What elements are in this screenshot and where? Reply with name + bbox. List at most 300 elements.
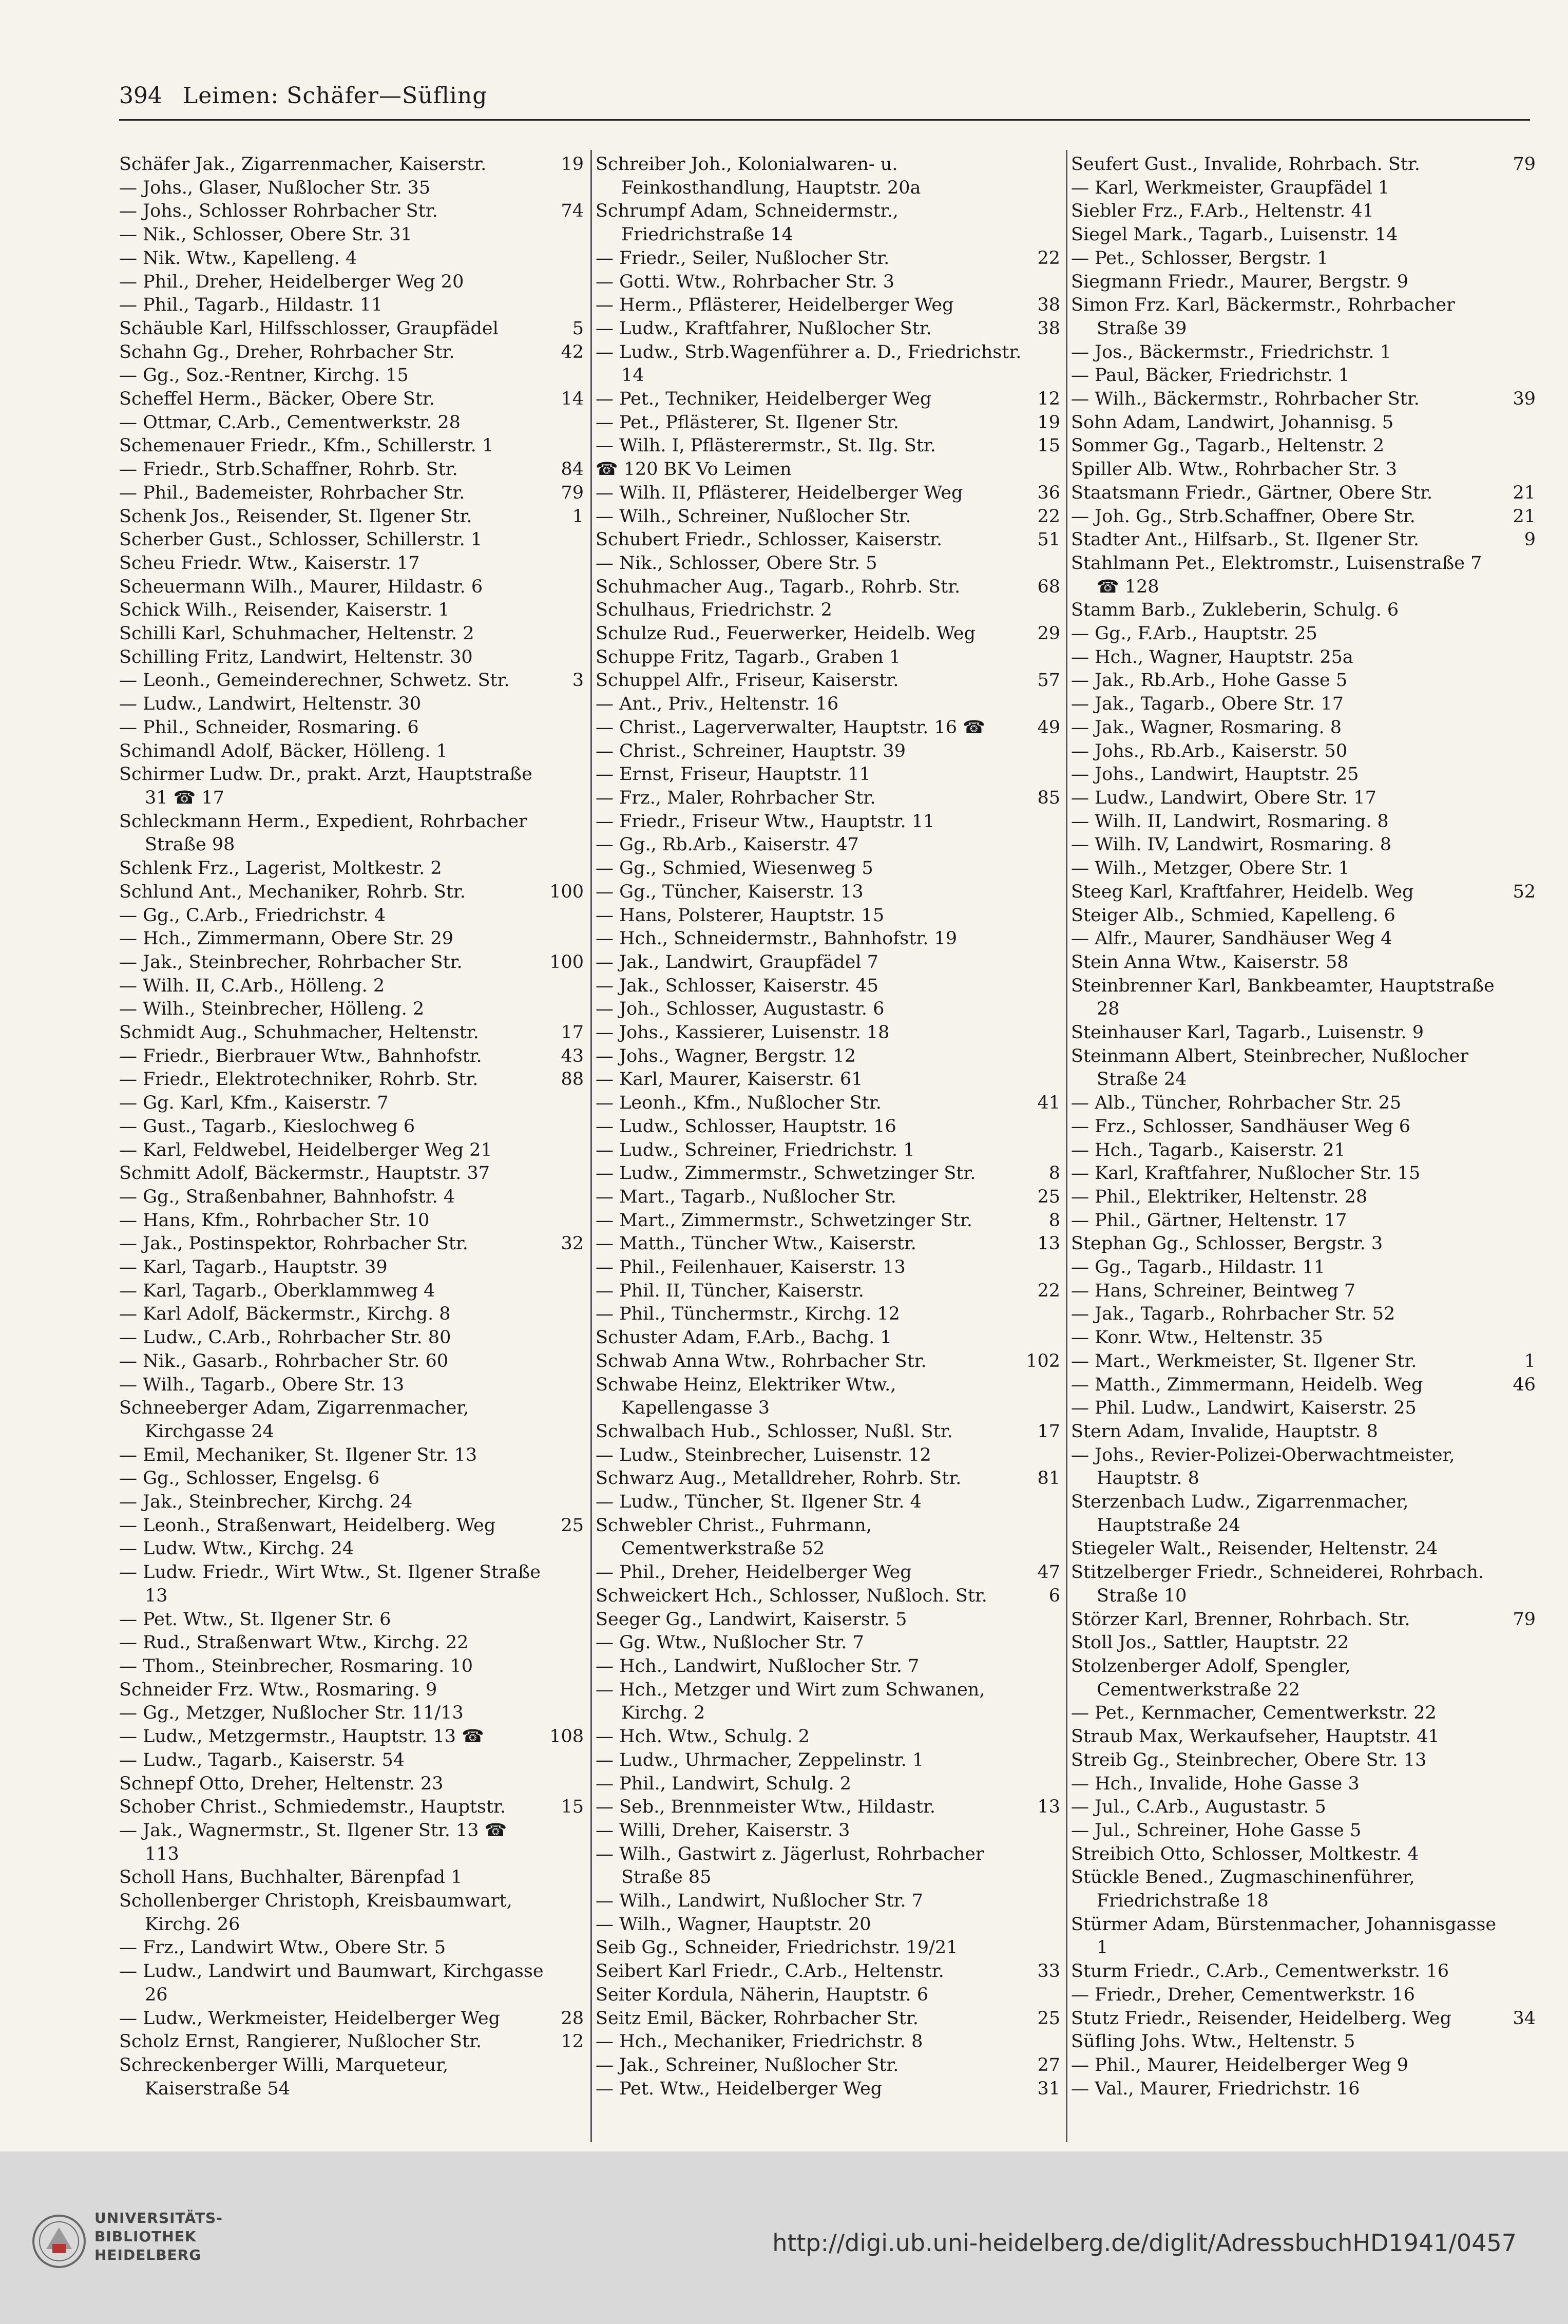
directory-entry bbox=[596, 1773, 1060, 1796]
entry-text: — Pet., Kernmacher, Cementwerkstr. 22 bbox=[1071, 1703, 1437, 1724]
directory-entry bbox=[119, 2007, 584, 2031]
entry-text: — Friedr., Bierbrauer Wtw., Bahnhofstr. bbox=[119, 1045, 482, 1066]
directory-entry bbox=[596, 622, 1060, 646]
entry-text: — Emil, Mechaniker, St. Ilgener Str. 13 bbox=[119, 1444, 477, 1465]
entry-text: — Phil., Tagarb., Hildastr. 11 bbox=[119, 295, 383, 316]
directory-entry bbox=[119, 247, 584, 271]
entry-text: — Phil., Bademeister, Rohrbacher Str. bbox=[119, 482, 465, 503]
entry-house-number: 5 bbox=[572, 318, 584, 339]
entry-text: Seib Gg., Schneider, Friedrichstr. 19/21 bbox=[596, 1937, 958, 1958]
entry-house-number: 100 bbox=[549, 881, 584, 902]
entry-text: Stürmer Adam, Bürstenmacher, Johannisgasse 1 bbox=[1071, 1914, 1497, 1958]
entry-text: Schnepf Otto, Dreher, Heltenstr. 23 bbox=[119, 1773, 444, 1794]
entry-text: — Karl, Maurer, Kaiserstr. 61 bbox=[596, 1069, 863, 1090]
directory-entry bbox=[1071, 1045, 1536, 1092]
directory-entry bbox=[1071, 599, 1536, 622]
directory-entry bbox=[119, 975, 584, 998]
entry-house-number: 13 bbox=[1037, 1233, 1060, 1254]
entry-text: Schwabe Heinz, Elektriker Wtw., Kapellengasse 3 bbox=[596, 1374, 896, 1419]
entry-text: — Mart., Zimmermstr., Schwetzinger Str. bbox=[596, 1210, 972, 1231]
entry-text: Stutz Friedr., Reisender, Heidelberg. Weg bbox=[1071, 2008, 1452, 2029]
directory-entry bbox=[1071, 1749, 1536, 1773]
entry-text: Schreiber Joh., Kolonialwaren- u. Feinkosthandlung, Hauptstr. 20a bbox=[596, 154, 921, 198]
entry-text: — Phil., Gärtner, Heltenstr. 17 bbox=[1071, 1210, 1347, 1231]
entry-text: — Ludw., Werkmeister, Heidelberger Weg bbox=[119, 2008, 501, 2029]
entry-text: Scheffel Herm., Bäcker, Obere Str. bbox=[119, 389, 435, 410]
entry-text: — Wilh., Wagner, Hauptstr. 20 bbox=[596, 1914, 871, 1935]
entry-text: — Gg., Tüncher, Kaiserstr. 13 bbox=[596, 881, 864, 902]
entry-text: Schwarz Aug., Metalldreher, Rohrb. Str. bbox=[596, 1468, 962, 1489]
entry-text: Steinhauser Karl, Tagarb., Luisenstr. 9 bbox=[1071, 1022, 1424, 1043]
entry-text: — Ludw. Wtw., Kirchg. 24 bbox=[119, 1538, 354, 1559]
directory-entry bbox=[596, 599, 1060, 622]
entry-text: — Johs., Rb.Arb., Kaiserstr. 50 bbox=[1071, 740, 1348, 761]
directory-entry bbox=[596, 951, 1060, 975]
directory-entry bbox=[596, 528, 1060, 552]
entry-text: — Phil. Ludw., Landwirt, Kaiserstr. 25 bbox=[1071, 1398, 1417, 1419]
directory-entry bbox=[119, 1397, 584, 1443]
directory-entry bbox=[596, 1420, 1060, 1444]
directory-entry bbox=[1071, 2078, 1536, 2101]
directory-entry bbox=[1071, 646, 1536, 670]
directory-entry bbox=[119, 599, 584, 622]
directory-entry bbox=[1071, 787, 1536, 810]
directory-entry bbox=[596, 927, 1060, 951]
directory-entry bbox=[119, 951, 584, 975]
entry-text: — Mart., Werkmeister, St. Ilgener Str. bbox=[1071, 1350, 1417, 1371]
entry-text: — Hch., Wagner, Hauptstr. 25a bbox=[1071, 646, 1353, 668]
entry-text: — Wilh. IV, Landwirt, Rosmaring. 8 bbox=[1071, 834, 1391, 855]
entry-house-number: 9 bbox=[1524, 529, 1536, 550]
entry-text: — Jul., C.Arb., Augustastr. 5 bbox=[1071, 1797, 1326, 1818]
entry-text: — Gg., Straßenbahner, Bahnhofstr. 4 bbox=[119, 1186, 455, 1207]
entry-text: — Phil., Dreher, Heidelberger Weg bbox=[596, 1562, 912, 1583]
entry-text: Sommer Gg., Tagarb., Heltenstr. 2 bbox=[1071, 435, 1385, 456]
entry-text: — Jak., Wagnermstr., St. Ilgener Str. 13 ☎ 113 bbox=[119, 1820, 507, 1864]
directory-entry bbox=[119, 1561, 584, 1608]
directory-entry bbox=[596, 1280, 1060, 1303]
entry-text: Streib Gg., Steinbrecher, Obere Str. 13 bbox=[1071, 1749, 1427, 1770]
entry-text: — Wilh., Tagarb., Obere Str. 13 bbox=[119, 1374, 405, 1395]
entry-text: Sturm Friedr., C.Arb., Cementwerkstr. 16 bbox=[1071, 1961, 1449, 1982]
directory-entry bbox=[1071, 1796, 1536, 1819]
directory-entry bbox=[1071, 1984, 1536, 2007]
entry-house-number: 31 bbox=[1037, 2078, 1060, 2099]
entry-text: — Willi, Dreher, Kaiserstr. 3 bbox=[596, 1820, 850, 1841]
directory-entry bbox=[119, 1866, 584, 1890]
directory-entry bbox=[596, 200, 1060, 246]
entry-text: Stephan Gg., Schlosser, Bergstr. 3 bbox=[1071, 1233, 1383, 1254]
directory-entry bbox=[119, 1444, 584, 1468]
directory-entry bbox=[596, 505, 1060, 529]
directory-entry bbox=[1071, 1773, 1536, 1796]
directory-entry bbox=[596, 1162, 1060, 1186]
directory-entry bbox=[1071, 1115, 1536, 1139]
entry-text: Schenk Jos., Reisender, St. Ilgener Str. bbox=[119, 506, 472, 527]
directory-entry bbox=[119, 998, 584, 1021]
entry-text: — Jak., Rb.Arb., Hohe Gasse 5 bbox=[1071, 670, 1348, 691]
directory-entry bbox=[596, 975, 1060, 998]
entry-text: — Ludw., Kraftfahrer, Nußlocher Str. bbox=[596, 318, 932, 339]
entry-house-number: 84 bbox=[561, 459, 584, 480]
entry-text: — Joh., Schlosser, Augustastr. 6 bbox=[596, 999, 885, 1020]
directory-entry bbox=[119, 1303, 584, 1326]
entry-text: Schweickert Hch., Schlosser, Nußloch. Str. bbox=[596, 1585, 987, 1606]
entry-text: — Phil., Elektriker, Heltenstr. 28 bbox=[1071, 1186, 1368, 1207]
entry-text: — Friedr., Strb.Schaffner, Rohrb. Str. bbox=[119, 459, 458, 480]
directory-entry bbox=[1071, 1444, 1536, 1491]
directory-entry bbox=[119, 1186, 584, 1209]
entry-text: Schuppel Alfr., Friseur, Kaiserstr. bbox=[596, 670, 899, 691]
entry-house-number: 88 bbox=[561, 1069, 584, 1090]
directory-entry bbox=[1071, 1420, 1536, 1444]
entry-text: ☎ 120 BK Vo Leimen bbox=[596, 459, 792, 480]
entry-text: — Wilh., Metzger, Obere Str. 1 bbox=[1071, 858, 1350, 879]
entry-text: — Hans, Schreiner, Beintweg 7 bbox=[1071, 1280, 1356, 1301]
directory-entry bbox=[596, 787, 1060, 810]
directory-entry bbox=[119, 576, 584, 599]
entry-text: Schober Christ., Schmiedemstr., Hauptstr. bbox=[119, 1797, 506, 1818]
directory-entry bbox=[596, 1139, 1060, 1163]
entry-house-number: 15 bbox=[1037, 435, 1060, 456]
entry-text: — Ludw., Strb.Wagenführer a. D., Friedrichstr. 14 bbox=[596, 341, 1022, 386]
directory-entry bbox=[119, 1162, 584, 1186]
directory-entry bbox=[1071, 1232, 1536, 1256]
entry-text: Schemenauer Friedr., Kfm., Schillerstr. 1 bbox=[119, 435, 494, 456]
entry-text: Schwalbach Hub., Schlosser, Nußl. Str. bbox=[596, 1421, 953, 1442]
directory-entry bbox=[596, 1092, 1060, 1115]
directory-entry bbox=[119, 810, 584, 857]
entry-text: — Ludw. Friedr., Wirt Wtw., St. Ilgener Straße 13 bbox=[119, 1562, 541, 1606]
directory-entry bbox=[1071, 2030, 1536, 2054]
directory-entry bbox=[119, 740, 584, 764]
entry-text: — Johs., Glaser, Nußlocher Str. 35 bbox=[119, 177, 431, 198]
entry-text: — Hch., Mechaniker, Friedrichstr. 8 bbox=[596, 2031, 923, 2052]
directory-entry bbox=[1071, 552, 1536, 599]
entry-text: — Rud., Straßenwart Wtw., Kirchg. 22 bbox=[119, 1632, 469, 1653]
directory-entry bbox=[119, 505, 584, 529]
entry-house-number: 12 bbox=[561, 2031, 584, 2052]
directory-entry bbox=[1071, 1303, 1536, 1326]
entry-text: — Jak., Postinspektor, Rohrbacher Str. bbox=[119, 1233, 468, 1254]
entry-text: — Gg., Rb.Arb., Kaiserstr. 47 bbox=[596, 834, 859, 855]
entry-list-2 bbox=[596, 153, 1060, 2101]
entry-text: — Ottmar, C.Arb., Cementwerkstr. 28 bbox=[119, 412, 461, 433]
directory-entry bbox=[1071, 975, 1536, 1021]
entry-text: — Jak., Schreiner, Nußlocher Str. bbox=[596, 2054, 899, 2075]
directory-entry bbox=[119, 1092, 584, 1115]
entry-text: — Karl, Tagarb., Hauptstr. 39 bbox=[119, 1257, 388, 1278]
entry-text: Stückle Bened., Zugmaschinenführer, Friedrichstraße 18 bbox=[1071, 1867, 1415, 1912]
entry-text: Schreckenberger Willi, Marqueteur, Kaiserstraße 54 bbox=[119, 2054, 449, 2099]
university-seal-icon bbox=[31, 2213, 87, 2270]
directory-entry bbox=[596, 1514, 1060, 1561]
directory-entry bbox=[119, 1350, 584, 1374]
directory-entry bbox=[596, 434, 1060, 458]
entry-text: — Ludw., Schreiner, Friedrichstr. 1 bbox=[596, 1139, 915, 1160]
directory-entry bbox=[119, 364, 584, 388]
entry-text: Stadter Ant., Hilfsarb., St. Ilgener Str. bbox=[1071, 529, 1420, 550]
source-url[interactable]: http://digi.ub.uni-heidelberg.de/diglit/AdressbuchHD1941/0457 bbox=[772, 2229, 1517, 2257]
entry-house-number: 52 bbox=[1513, 881, 1536, 902]
entry-text: Schmitt Adolf, Bäckermstr., Hauptstr. 37 bbox=[119, 1163, 490, 1184]
entry-text: — Hch. Wtw., Schulg. 2 bbox=[596, 1726, 810, 1747]
directory-entry bbox=[1071, 857, 1536, 881]
directory-entry bbox=[119, 1631, 584, 1655]
entry-house-number: 1 bbox=[1524, 1350, 1536, 1371]
entry-text: — Jak., Schlosser, Kaiserstr. 45 bbox=[596, 975, 879, 996]
entry-text: Steinmann Albert, Steinbrecher, Nußlocher Straße 24 bbox=[1071, 1045, 1469, 1090]
directory-entry bbox=[1071, 1631, 1536, 1655]
entry-text: — Karl, Kraftfahrer, Nußlocher Str. 15 bbox=[1071, 1163, 1421, 1184]
directory-entry bbox=[596, 763, 1060, 787]
entry-text: — Pet. Wtw., St. Ilgener Str. 6 bbox=[119, 1609, 391, 1630]
entry-text: — Friedr., Seiler, Nußlocher Str. bbox=[596, 247, 890, 269]
directory-entry bbox=[596, 1843, 1060, 1890]
directory-entry bbox=[119, 1280, 584, 1303]
entry-house-number: 51 bbox=[1037, 529, 1060, 550]
entry-text: Schuhmacher Aug., Tagarb., Rohrb. Str. bbox=[596, 576, 961, 597]
entry-house-number: 34 bbox=[1513, 2008, 1536, 2029]
directory-entry bbox=[596, 2030, 1060, 2054]
entry-house-number: 27 bbox=[1037, 2054, 1060, 2075]
page-title: Leimen: Schäfer—Süfling bbox=[183, 83, 488, 109]
directory-entry bbox=[119, 1209, 584, 1233]
entry-text: — Thom., Steinbrecher, Rosmaring. 10 bbox=[119, 1656, 473, 1677]
entry-text: Simon Frz. Karl, Bäckermstr., Rohrbacher Straße 39 bbox=[1071, 295, 1455, 339]
entry-text: — Wilh., Bäckermstr., Rohrbacher Str. bbox=[1071, 389, 1420, 410]
entry-house-number: 13 bbox=[1037, 1797, 1060, 1818]
directory-entry bbox=[1071, 1326, 1536, 1350]
entry-house-number: 3 bbox=[572, 670, 584, 691]
directory-entry bbox=[1071, 1913, 1536, 1960]
directory-entry bbox=[119, 1725, 584, 1749]
entry-text: — Gg., Metzger, Nußlocher Str. 11/13 bbox=[119, 1703, 464, 1724]
entry-text: — Karl, Feldwebel, Heidelberger Weg 21 bbox=[119, 1139, 492, 1160]
directory-entry bbox=[1071, 388, 1536, 411]
entry-text: Schuster Adam, F.Arb., Bachg. 1 bbox=[596, 1327, 892, 1348]
directory-entry bbox=[119, 1960, 584, 2007]
entry-text: — Jak., Tagarb., Rohrbacher Str. 52 bbox=[1071, 1304, 1395, 1325]
entry-text: — Phil., Landwirt, Schulg. 2 bbox=[596, 1773, 852, 1794]
entry-text: Schahn Gg., Dreher, Rohrbacher Str. bbox=[119, 341, 455, 363]
directory-entry bbox=[1071, 716, 1536, 740]
entry-text: — Gg., Schlosser, Engelsg. 6 bbox=[119, 1468, 380, 1489]
entry-house-number: 22 bbox=[1037, 506, 1060, 527]
entry-text: — Nik., Gasarb., Rohrbacher Str. 60 bbox=[119, 1350, 449, 1371]
directory-entry bbox=[596, 458, 1060, 482]
entry-house-number: 12 bbox=[1037, 389, 1060, 410]
entry-text: — Wilh., Landwirt, Nußlocher Str. 7 bbox=[596, 1891, 924, 1912]
entry-house-number: 25 bbox=[1037, 1186, 1060, 1207]
entry-text: Schimandl Adolf, Bäcker, Hölleng. 1 bbox=[119, 740, 448, 761]
entry-text: Schollenberger Christoph, Kreisbaumwart, Kirchg. 26 bbox=[119, 1891, 512, 1935]
entry-list-3 bbox=[1071, 153, 1536, 2101]
entry-text: Seeger Gg., Landwirt, Kaiserstr. 5 bbox=[596, 1609, 907, 1630]
directory-entry bbox=[1071, 810, 1536, 834]
directory-entry bbox=[119, 294, 584, 317]
directory-entry bbox=[1071, 1162, 1536, 1186]
directory-entry bbox=[119, 388, 584, 411]
entry-text: Schneeberger Adam, Zigarrenmacher, Kirchgasse 24 bbox=[119, 1398, 469, 1442]
entry-text: — Frz., Landwirt Wtw., Obere Str. 5 bbox=[119, 1937, 446, 1958]
entry-text: Siegmann Friedr., Maurer, Bergstr. 9 bbox=[1071, 271, 1408, 292]
directory-entry bbox=[119, 200, 584, 223]
entry-text: Steinbrenner Karl, Bankbeamter, Hauptstraße 28 bbox=[1071, 975, 1495, 1020]
entry-text: — Ludw., Tüncher, St. Ilgener Str. 4 bbox=[596, 1492, 922, 1513]
library-name: UNIVERSITÄTS- BIBLIOTHEK HEIDELBERG bbox=[94, 2209, 223, 2263]
entry-text: — Wilh., Steinbrecher, Hölleng. 2 bbox=[119, 999, 425, 1020]
entry-house-number: 38 bbox=[1037, 318, 1060, 339]
directory-entry bbox=[1071, 1960, 1536, 1984]
entry-text: — Gotti. Wtw., Rohrbacher Str. 3 bbox=[596, 271, 895, 292]
entry-text: — Jul., Schreiner, Hohe Gasse 5 bbox=[1071, 1820, 1362, 1841]
directory-entry bbox=[119, 271, 584, 294]
directory-entry bbox=[1071, 458, 1536, 482]
column-1 bbox=[119, 153, 584, 2145]
entry-text: — Jak., Steinbrecher, Rohrbacher Str. bbox=[119, 951, 463, 973]
directory-entry bbox=[119, 458, 584, 482]
directory-entry bbox=[596, 1045, 1060, 1069]
directory-entry bbox=[1071, 528, 1536, 552]
entry-house-number: 46 bbox=[1513, 1374, 1536, 1395]
directory-entry bbox=[119, 669, 584, 693]
entry-text: Spiller Alb. Wtw., Rohrbacher Str. 3 bbox=[1071, 459, 1398, 480]
directory-entry bbox=[596, 294, 1060, 317]
entry-text: — Phil., Tünchermstr., Kirchg. 12 bbox=[596, 1304, 900, 1325]
entry-text: — Ludw., Landwirt, Obere Str. 17 bbox=[1071, 787, 1376, 808]
entry-text: — Phil., Maurer, Heidelberger Weg 9 bbox=[1071, 2054, 1409, 2075]
entry-text: — Frz., Schlosser, Sandhäuser Weg 6 bbox=[1071, 1116, 1411, 1137]
directory-entry bbox=[119, 693, 584, 716]
entry-text: — Hans, Kfm., Rohrbacher Str. 10 bbox=[119, 1210, 430, 1231]
directory-entry bbox=[119, 1139, 584, 1163]
directory-entry bbox=[596, 857, 1060, 881]
entry-text: — Gg., Schmied, Wiesenweg 5 bbox=[596, 858, 873, 879]
directory-entry bbox=[1071, 1702, 1536, 1725]
entry-text: — Wilh., Gastwirt z. Jägerlust, Rohrbacher Straße 85 bbox=[596, 1843, 984, 1888]
entry-house-number: 15 bbox=[561, 1797, 584, 1818]
directory-entry bbox=[1071, 1092, 1536, 1115]
directory-entry bbox=[596, 388, 1060, 411]
entry-house-number: 1 bbox=[572, 506, 584, 527]
entry-text: — Gg., F.Arb., Hauptstr. 25 bbox=[1071, 623, 1317, 644]
entry-text: — Gg., C.Arb., Friedrichstr. 4 bbox=[119, 905, 386, 926]
entry-text: — Jak., Tagarb., Obere Str. 17 bbox=[1071, 694, 1344, 715]
entry-text: — Ernst, Friseur, Hauptstr. 11 bbox=[596, 764, 871, 785]
entry-text: — Nik., Schlosser, Obere Str. 31 bbox=[119, 224, 412, 245]
entry-house-number: 38 bbox=[1037, 295, 1060, 316]
directory-entry bbox=[596, 1890, 1060, 1913]
entry-text: — Nik. Wtw., Kapelleng. 4 bbox=[119, 247, 357, 269]
directory-entry bbox=[1071, 177, 1536, 200]
entry-text: — Ludw., Uhrmacher, Zeppelinstr. 1 bbox=[596, 1749, 924, 1770]
directory-entry bbox=[119, 528, 584, 552]
entry-text: — Leonh., Kfm., Nußlocher Str. bbox=[596, 1093, 882, 1114]
directory-entry bbox=[1071, 833, 1536, 857]
entry-text: — Matth., Zimmermann, Heidelb. Weg bbox=[1071, 1374, 1423, 1395]
entry-text: — Phil., Dreher, Heidelberger Weg 20 bbox=[119, 271, 464, 292]
entry-text: Siegel Mark., Tagarb., Luisenstr. 14 bbox=[1071, 224, 1398, 245]
entry-house-number: 68 bbox=[1037, 576, 1060, 597]
entry-house-number: 57 bbox=[1037, 670, 1060, 691]
entry-text: Stamm Barb., Zukleberin, Schulg. 6 bbox=[1071, 600, 1399, 621]
entry-text: — Matth., Tüncher Wtw., Kaiserstr. bbox=[596, 1233, 916, 1254]
directory-entry bbox=[1071, 1819, 1536, 1843]
entry-text: — Johs., Schlosser Rohrbacher Str. bbox=[119, 201, 438, 222]
directory-entry bbox=[119, 223, 584, 247]
directory-entry bbox=[596, 247, 1060, 271]
directory-entry bbox=[596, 1631, 1060, 1655]
viewer-footer bbox=[0, 2151, 1568, 2324]
entry-text: Sterzenbach Ludw., Zigarrenmacher, Hauptstraße 24 bbox=[1071, 1492, 1409, 1536]
entry-text: Stein Anna Wtw., Kaiserstr. 58 bbox=[1071, 951, 1349, 973]
entry-text: Steiger Alb., Schmied, Kapelleng. 6 bbox=[1071, 905, 1395, 926]
directory-entry bbox=[596, 1725, 1060, 1749]
directory-entry bbox=[119, 1374, 584, 1397]
entry-house-number: 6 bbox=[1048, 1585, 1060, 1606]
column-divider-1 bbox=[590, 150, 592, 2142]
directory-entry bbox=[596, 317, 1060, 341]
directory-entry bbox=[1071, 2007, 1536, 2031]
directory-entry bbox=[119, 482, 584, 505]
directory-entry bbox=[119, 341, 584, 365]
directory-entry bbox=[119, 177, 584, 200]
entry-text: — Friedr., Elektrotechniker, Rohrb. Str. bbox=[119, 1069, 479, 1090]
directory-entry bbox=[1071, 763, 1536, 787]
entry-text: — Konr. Wtw., Heltenstr. 35 bbox=[1071, 1327, 1323, 1348]
entry-text: — Gg., Soz.-Rentner, Kirchg. 15 bbox=[119, 365, 409, 386]
entry-text: Schlund Ant., Mechaniker, Rohrb. Str. bbox=[119, 881, 466, 902]
directory-entry bbox=[596, 1819, 1060, 1843]
entry-house-number: 19 bbox=[1037, 412, 1060, 433]
directory-entry bbox=[1071, 904, 1536, 928]
directory-entry bbox=[1071, 1491, 1536, 1537]
directory-entry bbox=[596, 1796, 1060, 1819]
entry-text: — Hch., Tagarb., Kaiserstr. 21 bbox=[1071, 1139, 1346, 1160]
header-rule bbox=[119, 119, 1530, 121]
directory-entry bbox=[596, 1021, 1060, 1045]
entry-text: — Friedr., Dreher, Cementwerkstr. 16 bbox=[1071, 1984, 1415, 2005]
entry-text: Schlenk Frz., Lagerist, Moltkestr. 2 bbox=[119, 858, 442, 879]
entry-text: Seitz Emil, Bäcker, Rohrbacher Str. bbox=[596, 2008, 919, 2029]
entry-text: — Gust., Tagarb., Kieslochweg 6 bbox=[119, 1116, 415, 1137]
entry-house-number: 8 bbox=[1048, 1210, 1060, 1231]
directory-entry bbox=[119, 2054, 584, 2101]
entry-text: — Alb., Tüncher, Rohrbacher Str. 25 bbox=[1071, 1093, 1402, 1114]
entry-house-number: 79 bbox=[561, 482, 584, 503]
directory-entry bbox=[119, 1749, 584, 1773]
entry-text: Schwebler Christ., Fuhrmann, Cementwerkstraße 52 bbox=[596, 1515, 872, 1559]
entry-text: — Phil. II, Tüncher, Kaiserstr. bbox=[596, 1280, 864, 1301]
directory-entry bbox=[1071, 1561, 1536, 1608]
entry-house-number: 25 bbox=[561, 1515, 584, 1536]
entry-house-number: 32 bbox=[561, 1233, 584, 1254]
directory-entry bbox=[1071, 294, 1536, 340]
entry-text: — Wilh. II, Landwirt, Rosmaring. 8 bbox=[1071, 811, 1389, 832]
directory-entry bbox=[1071, 247, 1536, 271]
column-divider-2 bbox=[1066, 150, 1067, 2142]
directory-entry bbox=[119, 1068, 584, 1092]
entry-text: — Ant., Priv., Heltenstr. 16 bbox=[596, 694, 839, 715]
directory-entry bbox=[119, 1773, 584, 1796]
entry-text: Süfling Johs. Wtw., Heltenstr. 5 bbox=[1071, 2031, 1355, 2052]
directory-entry bbox=[119, 927, 584, 951]
entry-text: Stitzelberger Friedr., Schneiderei, Rohrbach. Straße 10 bbox=[1071, 1562, 1484, 1606]
directory-entry bbox=[596, 1913, 1060, 1937]
directory-entry bbox=[1071, 1256, 1536, 1280]
entry-text: Schneider Frz. Wtw., Rosmaring. 9 bbox=[119, 1679, 437, 1700]
